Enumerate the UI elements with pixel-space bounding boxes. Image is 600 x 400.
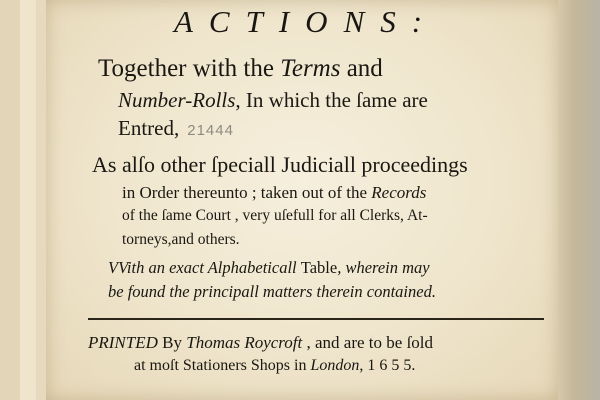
text-line-6: of the ſame Court , very uſefull for all Clerks, At- (122, 207, 428, 224)
text-line-8 (108, 260, 430, 277)
imprint-line-1 (88, 334, 433, 351)
text-run-italic: Terms (280, 55, 341, 82)
text-run: , and are to be ſold (302, 333, 434, 352)
title-page (46, 0, 558, 400)
text-line-4: As alſo other ſpeciall Judiciall proceedings (92, 152, 468, 177)
text-run-italic: PRINTED (88, 333, 158, 352)
text-line-2 (118, 90, 428, 111)
text-run-italic: , wherein may (337, 258, 430, 277)
imprint-line-2 (134, 358, 415, 374)
text-run: in Order thereunto ; taken out of the (122, 183, 372, 202)
text-line-5 (122, 184, 426, 201)
text-run: Together with the (98, 55, 281, 82)
book-title: ACTIONS: (174, 4, 439, 39)
text-run: Entred, (118, 116, 180, 140)
page-shadow (556, 0, 600, 400)
text-run: By (157, 333, 187, 352)
imprint-date: , 1 6 5 5. (359, 357, 416, 374)
horizontal-rule (88, 318, 544, 320)
library-stamp-number: 21444 (187, 122, 234, 139)
text-line-9: be found the principall matters therein contained. (108, 282, 436, 301)
printer-name: Thomas Roycroft (186, 333, 303, 352)
text-run-italic: Number-Rolls (118, 88, 236, 112)
place-name: London (310, 357, 360, 374)
text-line-1 (98, 56, 383, 81)
text-line-3 (118, 118, 234, 139)
text-run-italic: Records (371, 183, 427, 202)
text-run: at moſt Stationers Shops in (134, 357, 311, 374)
text-line-7: torneys,and others. (122, 231, 240, 248)
text-run: and (340, 55, 383, 82)
text-run: Table (300, 258, 338, 277)
text-run: , In which the ſame are (235, 88, 428, 112)
text-run-italic: VVith an exact Alphabeticall (108, 258, 297, 277)
